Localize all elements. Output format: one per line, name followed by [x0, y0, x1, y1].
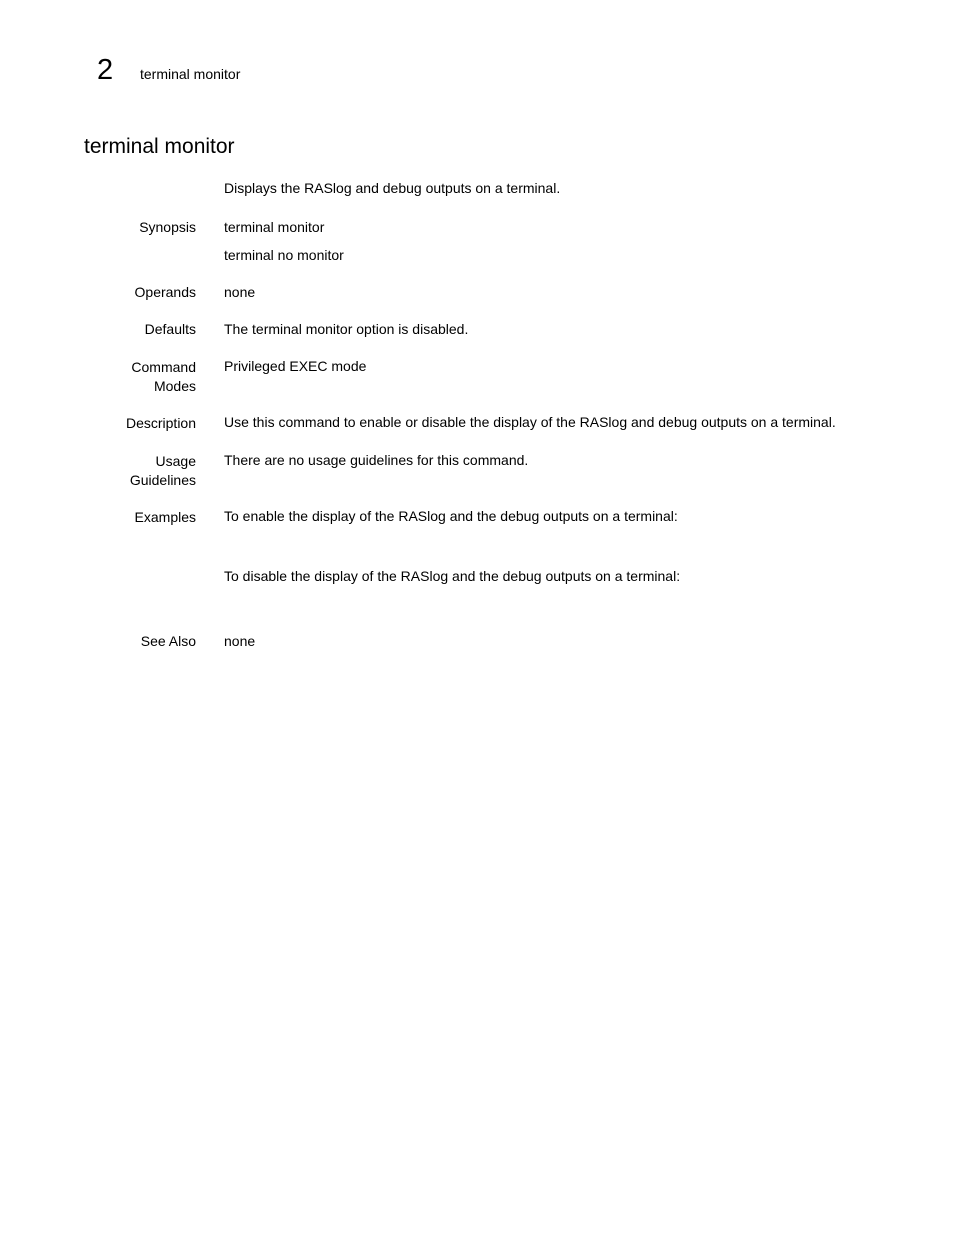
command-modes-value: Privileged EXEC mode — [224, 358, 367, 374]
defaults-label: Defaults — [144, 321, 196, 337]
operands-value: none — [224, 284, 256, 300]
page-title: terminal monitor — [84, 135, 235, 158]
running-head-title: terminal monitor — [140, 66, 241, 82]
chapter-number: 2 — [97, 54, 114, 86]
usage-guidelines-label-line1: Usage — [155, 453, 196, 469]
synopsis-command-1: terminal monitor — [224, 219, 325, 235]
description-value: Use this command to enable or disable the display of the RASlog and debug outputs on a terminal. — [224, 414, 836, 430]
see-also-value: none — [224, 633, 256, 649]
examples-enable-text: To enable the display of the RASlog and the debug outputs on a terminal: — [224, 508, 678, 524]
synopsis-command-2: terminal no monitor — [224, 247, 344, 263]
operands-label: Operands — [134, 284, 196, 300]
usage-guidelines-label-line2: Guidelines — [129, 472, 196, 488]
usage-guidelines-value: There are no usage guidelines for this command. — [224, 452, 529, 468]
description-label: Description — [125, 415, 196, 431]
defaults-value: The terminal monitor option is disabled. — [224, 321, 469, 337]
synopsis-label: Synopsis — [139, 219, 196, 235]
intro-text: Displays the RASlog and debug outputs on a terminal. — [224, 180, 561, 196]
examples-label: Examples — [134, 509, 196, 525]
examples-disable-text: To disable the display of the RASlog and the debug outputs on a terminal: — [224, 568, 681, 584]
command-modes-label-line1: Command — [131, 359, 196, 375]
command-modes-label-line2: Modes — [153, 378, 196, 394]
see-also-label: See Also — [140, 633, 196, 649]
